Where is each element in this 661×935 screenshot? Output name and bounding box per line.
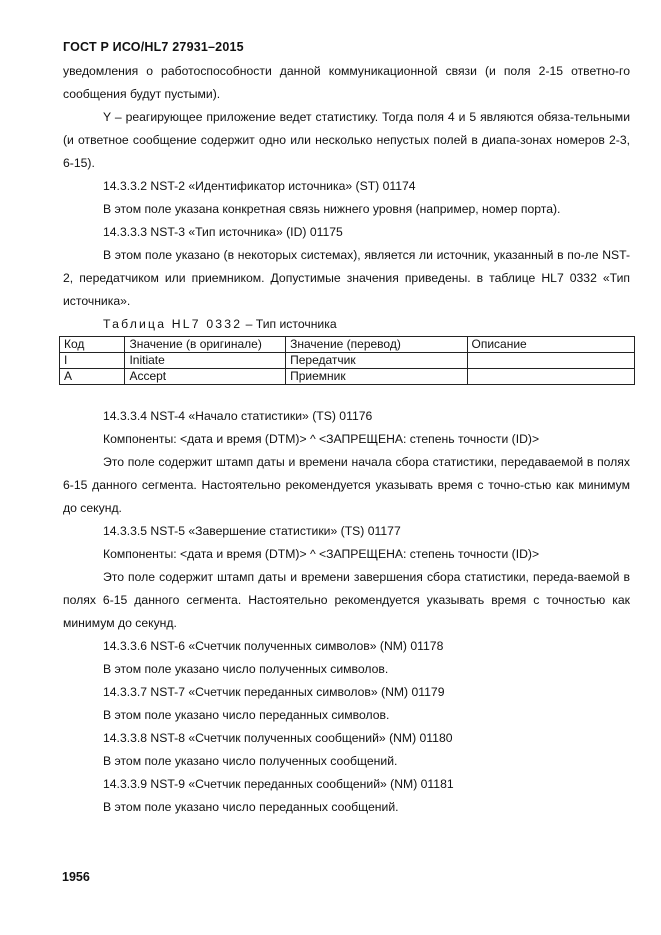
components-nst4: Компоненты: <дата и время (DTM)> ^ <ЗАПРЕЩЕНА: степень точности (ID)>: [103, 432, 540, 446]
section-heading-nst5: 14.3.3.5 NST-5 «Завершение статистики» (TS) 01177: [103, 524, 401, 538]
table-caption-rest: – Тип источника: [242, 317, 337, 331]
components-nst5: Компоненты: <дата и время (DTM)> ^ <ЗАПРЕЩЕНА: степень точности (ID)>: [103, 547, 540, 561]
section-heading-nst2: 14.3.3.2 NST-2 «Идентификатор источника» (ST) 01174: [103, 179, 416, 193]
table-cell: Accept: [125, 369, 286, 385]
paragraph-nst3: В этом поле указано (в некоторых системах), является ли источник, указанный в по-ле NST-2, передатчиком или приемником. Допустимые значения приведены. в таблице HL7 0332 «Тип источника».: [63, 248, 630, 308]
table-cell: I: [60, 353, 125, 369]
section-heading-nst4: 14.3.3.4 NST-4 «Начало статистики» (TS) 01176: [103, 409, 373, 423]
table-cell: Initiate: [125, 353, 286, 369]
table-header-cell: Описание: [467, 337, 634, 353]
table-header-cell: Значение (перевод): [286, 337, 467, 353]
table-cell: Приемник: [286, 369, 467, 385]
table-header-cell: Значение (в оригинале): [125, 337, 286, 353]
paragraph-y-value: Y – реагирующее приложение ведет статистику. Тогда поля 4 и 5 являются обяза-тельными (и ответное сообщение содержит одно или несколько непустых полей в диапа-зонах номеров 2-3, 6-15).: [63, 110, 630, 170]
table-cell: [467, 369, 634, 385]
source-type-table: [59, 336, 635, 385]
table-caption-prefix: Таблица HL7 0332: [103, 317, 243, 331]
section-heading-nst8: 14.3.3.8 NST-8 «Счетчик полученных сообщений» (NM) 01180: [103, 731, 453, 745]
table-cell: [467, 353, 634, 369]
table-cell: Передатчик: [286, 353, 467, 369]
table-row: [60, 369, 635, 385]
spacer: [63, 385, 630, 405]
table-caption: [63, 313, 630, 336]
paragraph-nst9: В этом поле указано число переданных сообщений.: [103, 800, 399, 814]
paragraph-nst2: В этом поле указана конкретная связь нижнего уровня (например, номер порта).: [103, 202, 561, 216]
paragraph-nst5: Это поле содержит штамп даты и времени завершения сбора статистики, переда-ваемой в полях 6-15 данного сегмента. Настоятельно рекомендуется указывать время с точностью как минимум до секунд.: [63, 570, 630, 630]
table-row: [60, 353, 635, 369]
section-heading-nst6: 14.3.3.6 NST-6 «Счетчик полученных символов» (NM) 01178: [103, 639, 444, 653]
section-heading-nst3: 14.3.3.3 NST-3 «Тип источника» (ID) 01175: [103, 225, 343, 239]
page-number: 1956: [62, 870, 90, 884]
table-header-row: [60, 337, 635, 353]
paragraph-nst8: В этом поле указано число полученных сообщений.: [103, 754, 398, 768]
document-body: [63, 60, 630, 819]
paragraph-continuation: уведомления о работоспособности данной коммуникационной связи (и поля 2-15 ответно-го сообщения будут пустыми).: [63, 64, 630, 101]
section-heading-nst7: 14.3.3.7 NST-7 «Счетчик переданных символов» (NM) 01179: [103, 685, 445, 699]
paragraph-nst4: Это поле содержит штамп даты и времени начала сбора статистики, передаваемой в полях 6-15 данного сегмента. Настоятельно рекомендуется указывать время с точно-стью как минимум до секунд.: [63, 455, 630, 515]
paragraph-nst6: В этом поле указано число полученных символов.: [103, 662, 389, 676]
table-cell: A: [60, 369, 125, 385]
document-header: ГОСТ Р ИСО/HL7 27931–2015: [63, 40, 244, 54]
paragraph-nst7: В этом поле указано число переданных символов.: [103, 708, 390, 722]
section-heading-nst9: 14.3.3.9 NST-9 «Счетчик переданных сообщений» (NM) 01181: [103, 777, 454, 791]
table-header-cell: Код: [60, 337, 125, 353]
